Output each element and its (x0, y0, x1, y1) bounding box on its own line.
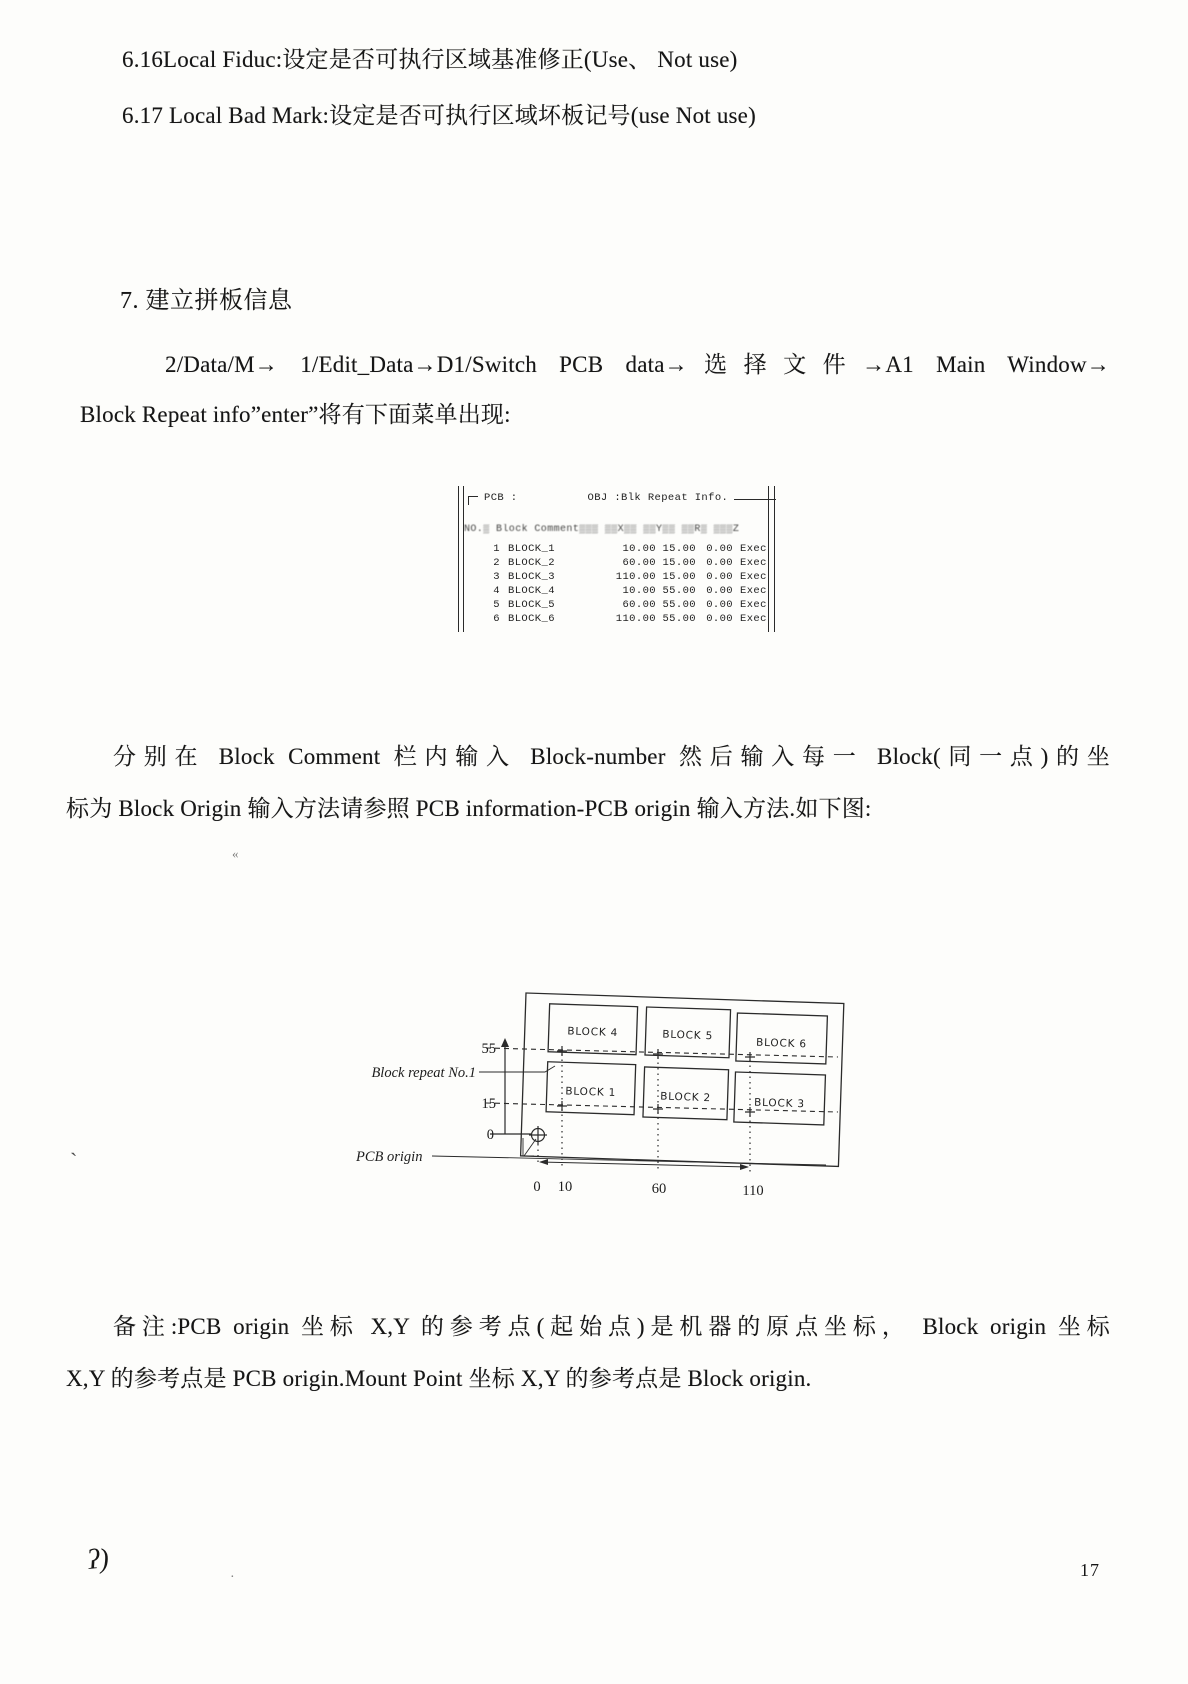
procedure-line-1: 2/Data/M→ 1/Edit_Data→D1/Switch PCB data→选择文件→A1 Main Window→ (165, 352, 1110, 377)
block-label: BLOCK 5 (662, 1028, 714, 1043)
cell-exec: Exec (740, 599, 767, 611)
pcb-origin-symbol (529, 1126, 547, 1144)
cell-r: 0.00 (706, 585, 733, 597)
cell-exec: Exec (740, 613, 767, 625)
block-repeat-label: Block repeat No.1 (371, 1065, 476, 1081)
cell-r: 0.00 (706, 571, 733, 583)
dimension-arrow-icon (740, 1164, 749, 1170)
cell-comment: BLOCK_5 (508, 599, 555, 611)
item-6-17: 6.17 Local Bad Mark:设定是否可执行区域坏板记号(use Not use) (122, 103, 756, 128)
window-title-left: PCB : (484, 492, 518, 504)
cell-no: 2 (493, 557, 500, 569)
cell-exec: Exec (740, 543, 767, 555)
axis-arrow-icon (501, 1038, 509, 1047)
pcb-outline-group (521, 993, 844, 1166)
table-row (430, 598, 782, 612)
cell-y: 15.00 (662, 571, 696, 583)
cell-comment: BLOCK_3 (508, 571, 555, 583)
x-tick-10: 10 (557, 1179, 573, 1195)
cell-x: 110.00 (615, 571, 656, 583)
title-rule (734, 499, 776, 500)
cell-y: 55.00 (662, 599, 696, 611)
block-origin-markers (557, 1046, 755, 1117)
cell-x: 60.00 (622, 599, 656, 611)
pcb-board-outline (521, 993, 844, 1166)
cell-r: 0.00 (706, 613, 733, 625)
y-tick-0: 0 (486, 1127, 494, 1143)
block-table (430, 542, 782, 626)
cell-comment: BLOCK_1 (508, 543, 555, 555)
cell-no: 4 (493, 585, 500, 597)
cell-y: 55.00 (662, 613, 696, 625)
cell-x: 110.00 (615, 613, 656, 625)
cell-no: 3 (493, 571, 500, 583)
cell-y: 15.00 (662, 543, 696, 555)
block-label: BLOCK 3 (753, 1096, 806, 1111)
x-tick-110: 110 (742, 1183, 764, 1199)
paragraph-line-2: 标为 Block Origin 输入方法请参照 PCB information-PCB origin 输入方法.如下图: (66, 796, 872, 821)
cell-r: 0.00 (706, 557, 733, 569)
cell-x: 10.00 (622, 543, 656, 555)
x-tick-0: 0 (533, 1179, 541, 1195)
dimension-arrow-icon (539, 1159, 548, 1165)
section-heading: 7. 建立拼板信息 (120, 288, 293, 314)
page-number: 17 (1080, 1560, 1100, 1580)
frame-corner-icon (468, 496, 478, 505)
note-line-2: X,Y 的参考点是 PCB origin.Mount Point 坐标 X,Y 的参考点是 Block origin. (66, 1366, 812, 1391)
cell-r: 0.00 (706, 599, 733, 611)
table-row (430, 570, 782, 584)
cell-comment: BLOCK_6 (508, 613, 555, 625)
stray-mark: ` (70, 1148, 78, 1173)
cell-no: 5 (493, 599, 500, 611)
block-label: BLOCK 4 (567, 1025, 619, 1040)
cell-x: 10.00 (622, 585, 656, 597)
x-tick-60: 60 (651, 1181, 667, 1197)
y-tick-15: 15 (481, 1096, 496, 1112)
pcb-blk-repeat-window (430, 484, 782, 634)
stray-mark: « (232, 846, 239, 861)
block-label: BLOCK 6 (755, 1036, 808, 1051)
paragraph-line-1: 分别在 Block Comment 栏内输入 Block-number 然后输入每一 Block(同一点)的坐 (113, 744, 1110, 769)
stray-mark: · (230, 1570, 235, 1585)
block-label: BLOCK 2 (660, 1090, 712, 1105)
cell-r: 0.00 (706, 543, 733, 555)
cell-y: 55.00 (662, 585, 696, 597)
y-tick-55: 55 (481, 1041, 496, 1057)
cell-exec: Exec (740, 557, 767, 569)
procedure-line-2: Block Repeat info”enter”将有下面菜单出现: (80, 402, 511, 427)
table-row (430, 556, 782, 570)
cell-comment: BLOCK_2 (508, 557, 555, 569)
table-row (430, 542, 782, 556)
block-repeat-leader-line (479, 1066, 555, 1072)
item-6-16: 6.16Local Fiduc:设定是否可执行区域基准修正(Use、 Not use) (122, 47, 738, 72)
pcb-panel-diagram (318, 898, 878, 1210)
table-row (430, 612, 782, 626)
cell-no: 6 (493, 613, 500, 625)
cell-comment: BLOCK_4 (508, 585, 555, 597)
y-axis (490, 1038, 534, 1156)
note-line-1: 备注:PCB origin 坐标 X,Y 的参考点(起始点)是机器的原点坐标， Block origin 坐标 (113, 1314, 1110, 1339)
handwritten-mark: ʔ) (86, 1542, 111, 1577)
pcb-origin-label: PCB origin (356, 1149, 423, 1165)
table-row (430, 584, 782, 598)
window-title-right: OBJ :Blk Repeat Info. (587, 492, 729, 504)
cell-exec: Exec (740, 585, 767, 597)
block-label: BLOCK 1 (565, 1085, 617, 1100)
pcb-origin-connector (524, 1139, 536, 1156)
cell-y: 15.00 (662, 557, 696, 569)
cell-exec: Exec (740, 571, 767, 583)
table-header-garbled: NO.▒ Block Comment▒▒▒ ▒▒X▒▒ ▒▒Y▒▒ ▒▒R▒ ▒▒▒Z (464, 524, 740, 535)
cell-no: 1 (493, 543, 500, 555)
cell-x: 60.00 (622, 557, 656, 569)
window-title-row (468, 490, 776, 506)
